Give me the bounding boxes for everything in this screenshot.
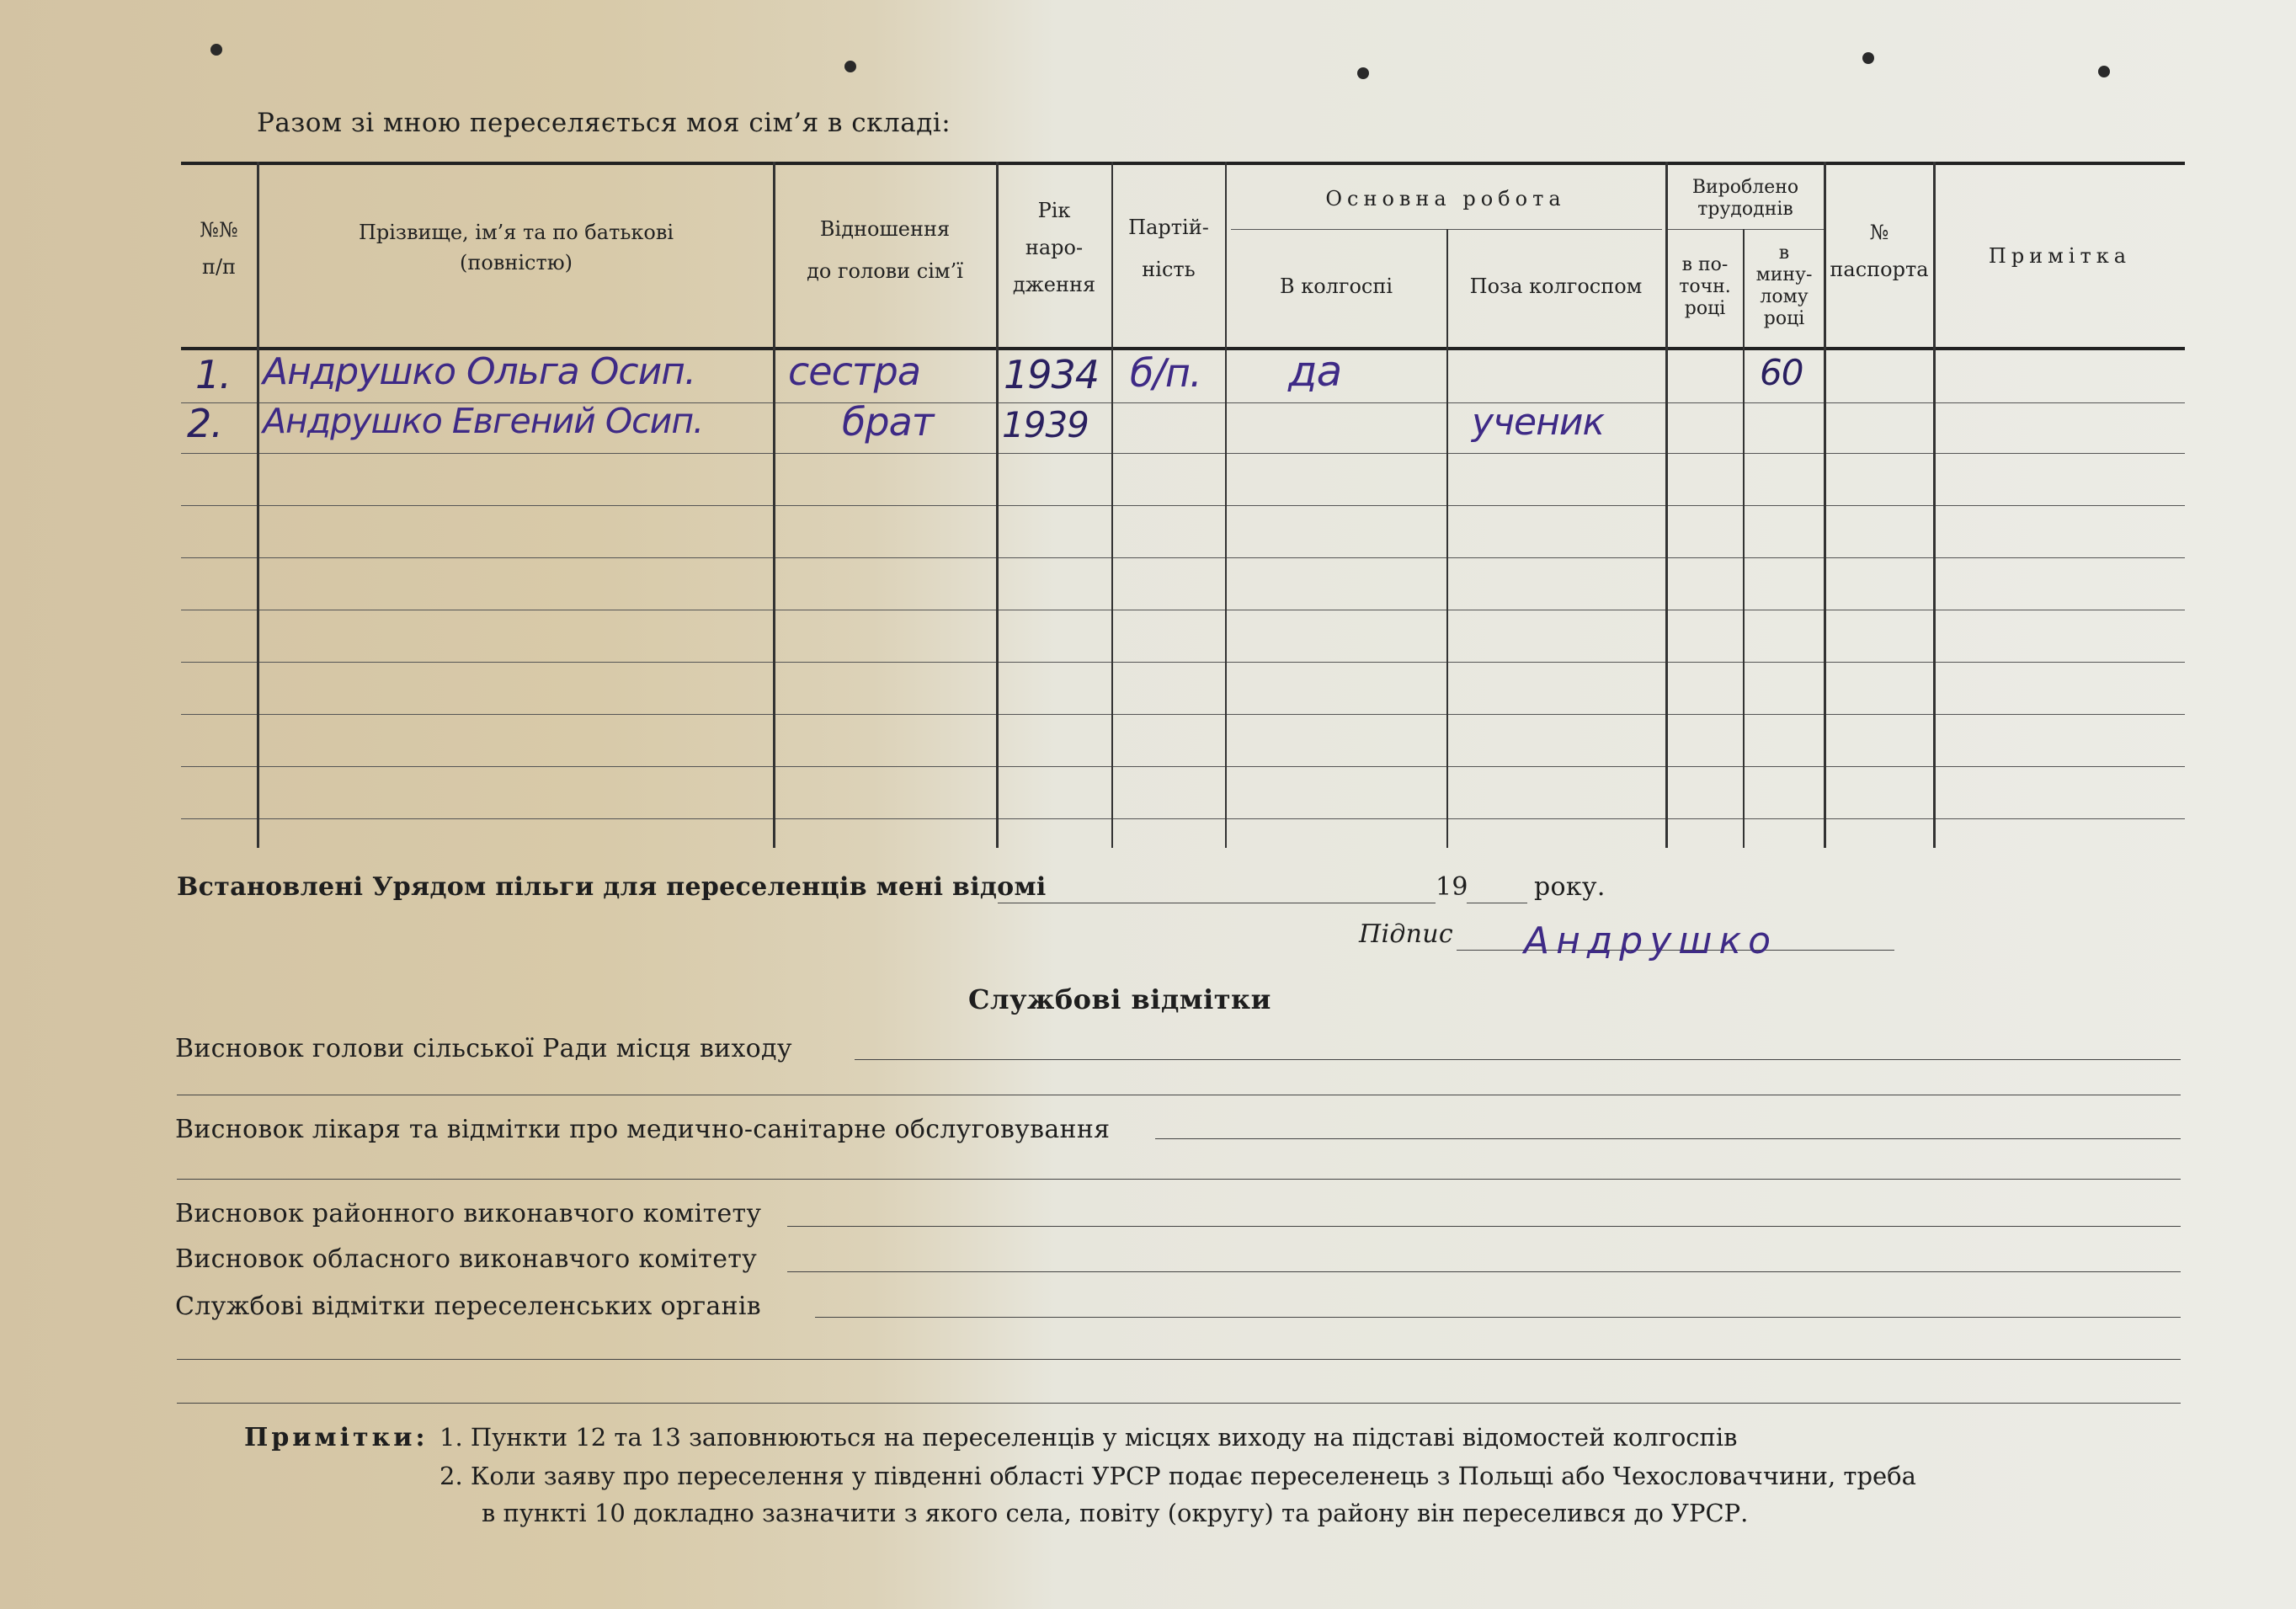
header-workdays-last: в мину- лому році: [1755, 242, 1813, 329]
note-item: 2. Коли заяву про переселення у південні області УРСР подає переселенець з Польщі або Чехословаччини, треба: [439, 1462, 1916, 1490]
header-main-work: Основна робота: [1325, 187, 1566, 210]
notes-label: Примітки:: [244, 1423, 429, 1452]
punch-hole: [1357, 67, 1369, 79]
benefits-text: Встановлені Урядом пільги для переселенців мені відомі: [177, 872, 1047, 902]
punch-hole: [2098, 66, 2110, 77]
benefits-year-prefix: 19: [1436, 872, 1468, 902]
service-title: Службові відмітки: [968, 983, 1271, 1015]
row-num: 2.: [187, 401, 222, 446]
header-year: Рік наро- дження: [1012, 199, 1096, 296]
service-item: Висновок голови сільської Ради місця виходу: [175, 1034, 792, 1063]
row-num: 1.: [195, 352, 231, 397]
row-workdays-last: 60: [1760, 352, 1803, 393]
note-item: в пункті 10 докладно зазначити з якого села, повіту (округу) та району він переселився до УРСР.: [482, 1499, 1749, 1527]
service-item: Службові відмітки переселенських органів: [175, 1292, 761, 1321]
row-relation: сестра: [788, 349, 921, 394]
row-party: б/п.: [1130, 350, 1201, 396]
row-year: 1939: [1002, 404, 1089, 445]
punch-hole: [1862, 52, 1874, 64]
header-work-kolhosp: В колгоспі: [1279, 274, 1393, 298]
row-name: Андрушко Евгений Осип.: [263, 401, 704, 441]
row-year: 1934: [1004, 352, 1100, 397]
header-name: Прізвище, ім’я та по батькові (повністю): [358, 221, 674, 274]
signature: Андрушко: [1524, 919, 1778, 962]
header-workdays-current: в по- точн. році: [1679, 254, 1731, 319]
benefits-year-suffix: року.: [1534, 872, 1606, 902]
punch-hole: [210, 44, 222, 56]
row-relation: брат: [842, 399, 934, 445]
header-work-outside: Поза колгоспом: [1469, 274, 1643, 298]
header-num: №№ п/п: [200, 218, 238, 279]
row-outside: ученик: [1472, 401, 1605, 444]
family-intro: Разом зі мною переселяється моя сім’я в складі:: [257, 108, 951, 138]
note-item: 1. Пункти 12 та 13 заповнюються на переселенців у місцях виходу на підставі відомостей колгоспів: [439, 1423, 1738, 1452]
service-item: Висновок районного виконавчого комітету: [175, 1199, 762, 1228]
header-relation: Відношення до голови сім’ї: [807, 217, 963, 283]
signature-label: Підпис: [1359, 919, 1454, 949]
row-kolhosp: да: [1288, 347, 1342, 396]
service-item: Висновок обласного виконавчого комітету: [175, 1244, 758, 1274]
header-workdays: Вироблено трудоднів: [1691, 177, 1799, 220]
header-note: Примітка: [1988, 244, 2132, 268]
header-party: Партій- ність: [1128, 216, 1209, 281]
service-item: Висновок лікаря та відмітки про медично-санітарне обслуговування: [175, 1115, 1111, 1144]
punch-hole: [844, 61, 856, 72]
row-name: Андрушко Ольга Осип.: [263, 350, 695, 393]
header-passport: № паспорта: [1830, 221, 1929, 281]
